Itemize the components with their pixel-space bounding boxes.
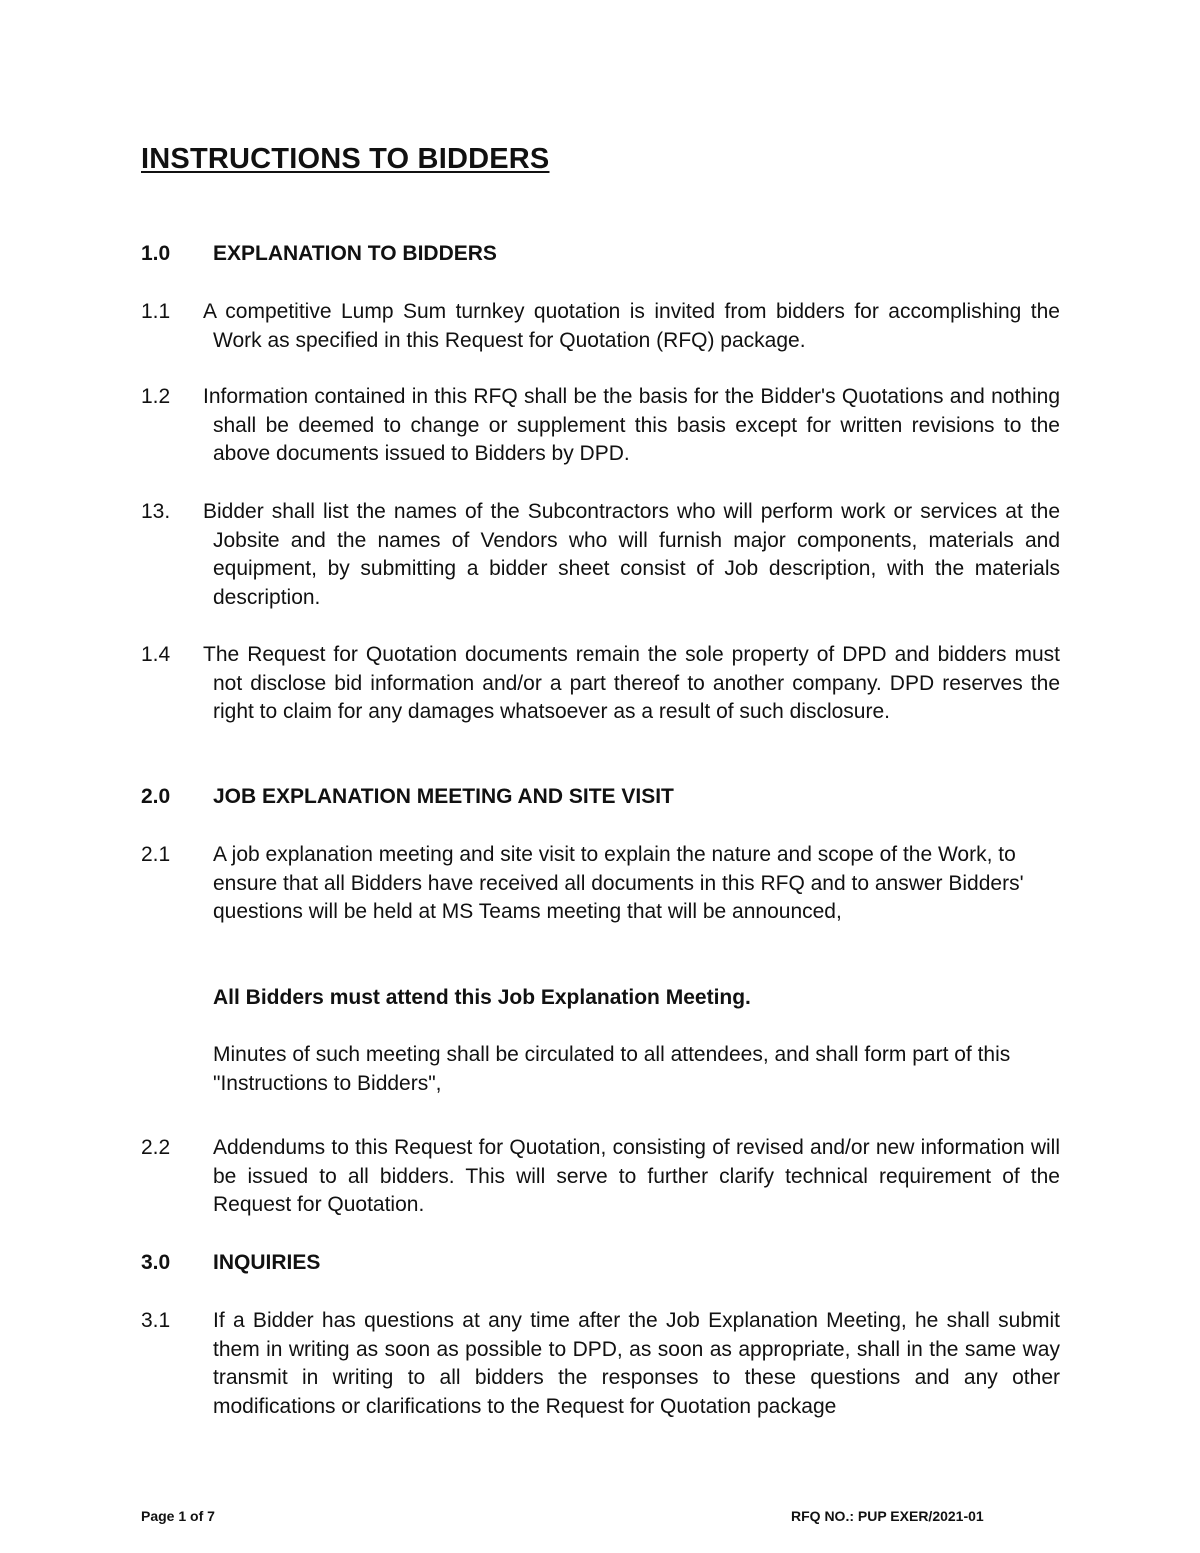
rfq-number: RFQ NO.: PUP EXER/2021-01 [791, 1508, 984, 1524]
section-heading-3 [141, 1251, 320, 1275]
clause-text: The Request for Quotation documents remain the sole property of DPD and bidders must not disclose bid information and/or a part thereof to another company. DPD reserves the right to claim for any damages whatsoever as a result of such disclosure. [203, 643, 1060, 724]
clause-number: 1.2 [141, 385, 171, 408]
clause-1-2 [141, 383, 1060, 469]
clause-2-2 [141, 1134, 1060, 1220]
clause-number: 3.1 [141, 1309, 171, 1332]
clause-3-1 [141, 1307, 1060, 1421]
clause-1-3 [141, 498, 1060, 612]
clause-number: 2.1 [141, 843, 171, 866]
section-title: INQUIRIES [213, 1251, 321, 1274]
clause-number: 1.1 [141, 300, 171, 323]
section-title: EXPLANATION TO BIDDERS [213, 242, 497, 265]
clause-text: Information contained in this RFQ shall be the basis for the Bidder's Quotations and nothing shall be deemed to change or supplement this basis except for written revisions to the above documents issued to Bidders by DPD. [203, 385, 1060, 466]
clause-text: Addendums to this Request for Quotation, consisting of revised and/or new information will be issued to all bidders. This will serve to further clarify technical requirement of the Request for Quotation. [213, 1136, 1060, 1217]
clause-text: Bidder shall list the names of the Subcontractors who will perform work or services at the Jobsite and the names of Vendors who will furnish major components, materials and equipment, by submitting a bidder sheet consist of Job description, with the materials description. [203, 500, 1060, 609]
section-number: 3.0 [141, 1251, 171, 1274]
section-number: 2.0 [141, 785, 171, 808]
clause-number: 1.4 [141, 643, 171, 666]
page-number: Page 1 of 7 [141, 1508, 215, 1524]
clause-number: 13. [141, 500, 171, 523]
clause-text: If a Bidder has questions at any time after the Job Explanation Meeting, he shall submit them in writing as soon as possible to DPD, as soon as appropriate, shall in the same way transmit in writing to all bidders the responses to these questions and any other modifications or clarifications to the Request for Quotation package [213, 1309, 1060, 1418]
section-heading-2 [141, 785, 674, 809]
section-number: 1.0 [141, 242, 171, 265]
clause-number: 2.2 [141, 1136, 171, 1159]
clause-2-1 [141, 841, 1060, 927]
clause-1-4 [141, 641, 1060, 727]
clause-text: A competitive Lump Sum turnkey quotation is invited from bidders for accomplishing the Work as specified in this Request for Quotation (RFQ) package. [203, 300, 1060, 352]
attendance-notice: All Bidders must attend this Job Explanation Meeting. [213, 986, 751, 1009]
clause-1-1 [141, 298, 1060, 355]
clause-text: A job explanation meeting and site visit to explain the nature and scope of the Work, to ensure that all Bidders have received all documents in this RFQ and to answer Bidders' questions will be held at MS Teams meeting that will be announced, [213, 843, 1024, 924]
section-title: JOB EXPLANATION MEETING AND SITE VISIT [213, 785, 674, 808]
section-heading-1 [141, 242, 497, 266]
meeting-minutes-note: Minutes of such meeting shall be circulated to all attendees, and shall form part of this "Instructions to Bidders", [213, 1043, 1011, 1095]
document-title: INSTRUCTIONS TO BIDDERS [141, 143, 550, 175]
